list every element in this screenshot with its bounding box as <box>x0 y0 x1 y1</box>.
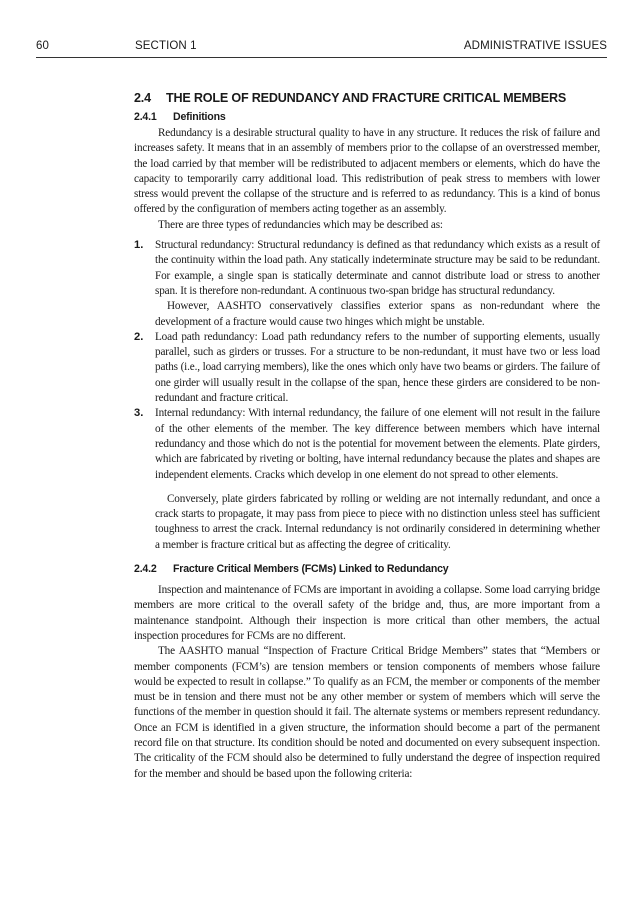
header-rule <box>36 57 607 58</box>
subsection-title: Definitions <box>173 111 226 123</box>
list-item-text: Internal redundancy: With internal redundancy, the failure of one element will not result in the failure of the other elements of the member. The key difference between members which have internal redundancy and those which do not is the potential for movement between the elements. Plate girders, which are fabricated by riveting or bolting, have internal redundancy because the plates and shapes are independent elements. Cracks which develop in one element do not spread to other elements. <box>155 407 600 481</box>
subsection-number: 2.4.2 <box>134 563 157 576</box>
paragraph: The AASHTO manual “Inspection of Fracture Critical Bridge Members” states that “Members or member components (FCM’s) are tension members or tension components of members whose failure would be expected to result in collapse.” To qualify as an FCM, the member or components of the member must be in tension and there must not be any other member or system of members which will serve the functions of the member in question should it fail. The alternate systems or members represent redundancy. Once an FCM is identified in a given structure, the information should become a part of the permanent record file on that structure. Its condition should be noted and documented on every subsequent inspection. The criticality of the FCM should also be determined to fully understand the degree of inspection required for the member and should be based upon the following criteria: <box>134 645 600 780</box>
page-number: 60 <box>36 40 49 52</box>
section-label: SECTION 1 <box>135 40 197 52</box>
list-number: 3. <box>134 407 144 420</box>
list-item <box>134 238 600 299</box>
paragraph: However, AASHTO conservatively classifies exterior spans as non-redundant where the development of a fracture would cause two hinges which might be unstable. <box>155 300 600 328</box>
running-header <box>36 40 607 56</box>
subsection-title: Fracture Critical Members (FCMs) Linked to Redundancy <box>173 563 449 576</box>
section-number: 2.4 <box>134 91 151 105</box>
chapter-label: ADMINISTRATIVE ISSUES <box>463 40 607 52</box>
list-item-note <box>134 492 600 553</box>
list-number: 1. <box>134 239 144 252</box>
paragraph: Inspection and maintenance of FCMs are important in avoiding a collapse. Some load carrying bridge members are more critical to the overall safety of the bridge and, thus, are more important from a maintenance standpoint. Although their inspection is more critical than other members, the actual inspection procedures for FCMs are no different. <box>134 584 600 642</box>
list-item <box>134 406 600 482</box>
paragraph: Redundancy is a desirable structural quality to have in any structure. It reduces the risk of failure and increases safety. It means that in an assembly of members prior to the collapse of an overstressed member, the load carried by that member will be redistributed to adjacent members or elements, which do have the capacity to temporarily carry additional load. This redistribution of peak stress to members with lower stress would prevent the collapse of the structure and is referred to as redundancy. This is a kind of bonus offered by the configuration of members acting together as an assembly. <box>134 127 600 216</box>
subsection-heading-2-4-2 <box>134 560 600 578</box>
list-item-text: Load path redundancy: Load path redundancy refers to the number of supporting elements, usually parallel, such as girders or trusses. For a structure to be non-redundant, it must have two or less load paths (i.e., load carrying members), like the ones which only have two beams or girders. The failure of one girder will usually result in the collapse of the span, hence these girders are considered to be non-redundant and fracture critical. <box>155 330 600 405</box>
list-item <box>134 330 600 406</box>
list-item-text: Structural redundancy: Structural redundancy is defined as that redundancy which exists as a result of the continuity within the load path. Any statically indeterminate structure may be said to be redundant. For example, a single span is statically determinate and cannot distribute load or stress to another span. It is therefore non-redundant. A continuous two-span bridge has structural redundancy. <box>155 239 600 297</box>
list-number: 2. <box>134 330 144 343</box>
paragraph: There are three types of redundancies which may be described as: <box>158 218 443 231</box>
subsection-heading-2-4-1 <box>134 108 600 126</box>
body-content <box>134 89 600 782</box>
section-heading-2-4 <box>134 89 600 108</box>
subsection-number: 2.4.1 <box>134 111 157 123</box>
paragraph: Conversely, plate girders fabricated by rolling or welding are not internally redundant, and once a crack starts to propagate, it may pass from piece to piece with no distinction unless steel has sufficient toughness to arrest the crack. Internal redundancy is not ordinarily considered in determining whether a member is fracture critical but as affecting the degree of criticality. <box>155 492 600 551</box>
list-item-note <box>134 299 600 330</box>
section-title: THE ROLE OF REDUNDANCY AND FRACTURE CRITICAL MEMBERS <box>166 91 567 105</box>
